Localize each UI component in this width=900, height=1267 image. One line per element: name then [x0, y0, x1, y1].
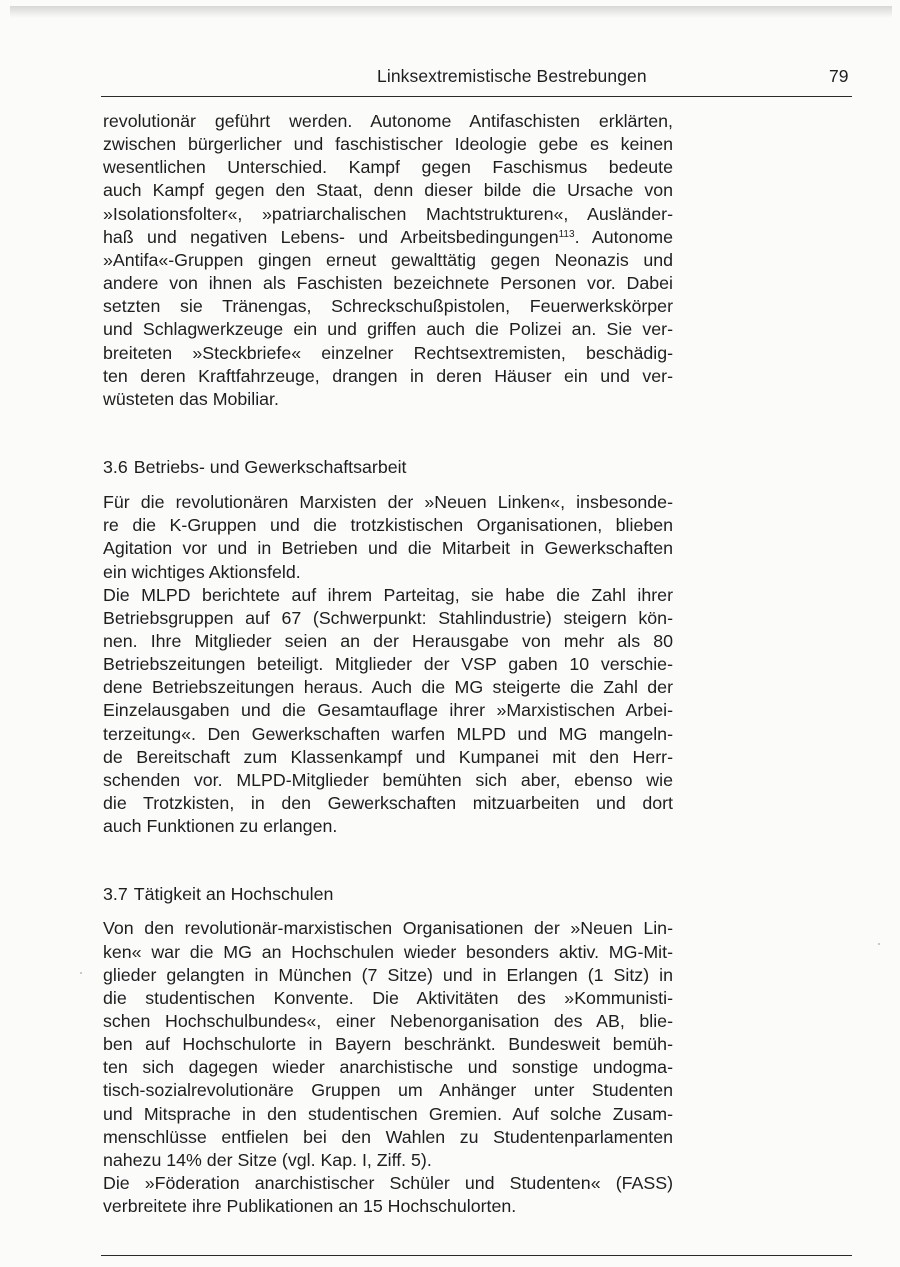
section-3-7-paragraph-1 — [103, 917, 673, 1172]
text-line: »Antifa«-Gruppen gingen erneut gewalttätig gegen Neonazis und — [103, 249, 673, 270]
footer-rule — [101, 1255, 852, 1256]
text-line: Einzelausgaben und die Gesamtauflage ihrer »Marxistischen Arbei- — [103, 700, 673, 721]
text-line: ten sich dagegen wieder anarchistische und sonstige undogma- — [103, 1057, 673, 1078]
header-rule — [101, 96, 852, 97]
section-3-6-paragraph-1 — [103, 491, 673, 584]
section-3-7-paragraph-2 — [103, 1172, 673, 1218]
text-line: ten deren Kraftfahrzeuge, drangen in deren Häuser ein und ver- — [103, 365, 673, 386]
section-number: 3.6 — [103, 457, 128, 478]
text-line: und Schlagwerkzeuge ein und griffen auch die Polizei an. Sie ver- — [103, 319, 673, 340]
text-line: ein wichtiges Aktionsfeld. — [103, 561, 301, 582]
text-line: schen Hochschulbundes«, einer Nebenorganisation des AB, blie- — [103, 1011, 673, 1031]
section-3-6-paragraph-2 — [103, 584, 673, 839]
text-line: und Mitsprache in den studentischen Gremien. Auf solche Zusam- — [103, 1103, 673, 1124]
text-line: ben auf Hochschulorte in Bayern beschränkt. Bundesweit bemüh- — [103, 1034, 673, 1055]
text-line: Betriebszeitungen beteiligt. Mitglieder der VSP gaben 10 verschie- — [103, 654, 673, 675]
text-line: Agitation vor und in Betrieben und die Mitarbeit in Gewerkschaften — [103, 538, 673, 559]
text-line: nen. Ihre Mitglieder seien an der Herausgabe von mehr als 80 — [103, 630, 673, 651]
text-line: andere von ihnen als Faschisten bezeichnete Personen vor. Dabei — [103, 273, 673, 294]
text-line: Betriebsgruppen auf 67 (Schwerpunkt: Stahlindustrie) steigern kön- — [103, 607, 673, 628]
text-line: zwischen bürgerlicher und faschistischer Ideologie gebe es keinen — [103, 134, 673, 155]
text-line: ken« war die MG an Hochschulen wieder besonders aktiv. MG-Mit- — [103, 941, 673, 962]
text-line: terzeitung«. Den Gewerkschaften warfen MLPD und MG mangeln- — [103, 723, 673, 744]
text-line: wüsteten das Mobiliar. — [103, 388, 279, 409]
text-line: Die »Föderation anarchistischer Schüler und Studenten« (FASS) — [103, 1173, 673, 1194]
text-line: de Bereitschaft zum Klassenkampf und Kumpanei mit den Herr- — [103, 746, 673, 767]
text-line: die studentischen Konvente. Die Aktivitäten des »Kommunisti- — [103, 987, 673, 1008]
page-number: 79 — [829, 66, 849, 86]
section-heading-3-6 — [103, 456, 673, 479]
text-segment: . Autonome — [574, 226, 673, 247]
scan-speck — [878, 943, 880, 945]
text-line: glieder gelangten in München (7 Sitze) und in Erlangen (1 Sitz) in — [103, 964, 673, 985]
text-segment: haß und negativen Lebens- und Arbeitsbedingungen — [103, 226, 559, 247]
section-heading-3-7 — [103, 883, 673, 906]
page-body — [103, 110, 673, 1218]
text-line: die Trotzkisten, in den Gewerkschaften mitzuarbeiten und dort — [103, 793, 673, 814]
text-line: breiteten »Steckbriefe« einzelner Rechtsextremisten, beschädig- — [103, 342, 673, 363]
section-number: 3.7 — [103, 884, 128, 905]
text-line: auch Funktionen zu erlangen. — [103, 816, 338, 837]
text-line: Die MLPD berichtete auf ihrem Parteitag, sie habe die Zahl ihrer — [103, 584, 673, 605]
text-line: dene Betriebszeitungen heraus. Auch die MG steigerte die Zahl der — [103, 677, 673, 698]
scan-shadow — [10, 6, 892, 18]
text-line: »Isolationsfolter«, »patriarchalischen Machtstrukturen«, Ausländer- — [103, 203, 673, 224]
intro-paragraph — [103, 110, 673, 411]
text-line: re die K-Gruppen und die trotzkistischen Organisationen, blieben — [103, 515, 673, 536]
text-line: setzten sie Tränengas, Schreckschußpistolen, Feuerwerkskörper — [103, 296, 673, 317]
text-line: verbreitete ihre Publikationen an 15 Hochschulorten. — [103, 1196, 517, 1217]
text-line-with-footnote — [103, 226, 673, 249]
text-line: Von den revolutionär-marxistischen Organisationen der »Neuen Lin- — [103, 918, 673, 939]
section-title: Betriebs- und Gewerkschaftsarbeit — [133, 457, 407, 478]
text-line: auch Kampf gegen den Staat, denn dieser bilde die Ursache von — [103, 180, 673, 201]
scan-speck — [80, 972, 82, 974]
text-line: wesentlichen Unterschied. Kampf gegen Faschismus bedeute — [103, 157, 673, 178]
text-line: nahezu 14% der Sitze (vgl. Kap. I, Ziff. 5). — [103, 1149, 432, 1170]
text-line: revolutionär geführt werden. Autonome Antifaschisten erklärten, — [103, 111, 673, 131]
text-line: tisch-sozialrevolutionäre Gruppen um Anhänger unter Studenten — [103, 1080, 673, 1101]
text-line: menschlüsse entfielen bei den Wahlen zu Studentenparlamenten — [103, 1126, 673, 1147]
footnote-reference: 113 — [558, 228, 575, 240]
text-line: Für die revolutionären Marxisten der »Neuen Linken«, insbesonde- — [103, 492, 673, 513]
running-header-title: Linksextremistische Bestrebungen — [377, 66, 647, 86]
section-title: Tätigkeit an Hochschulen — [133, 884, 334, 905]
text-line: schenden vor. MLPD-Mitglieder bemühten sich aber, ebenso wie — [103, 769, 673, 790]
